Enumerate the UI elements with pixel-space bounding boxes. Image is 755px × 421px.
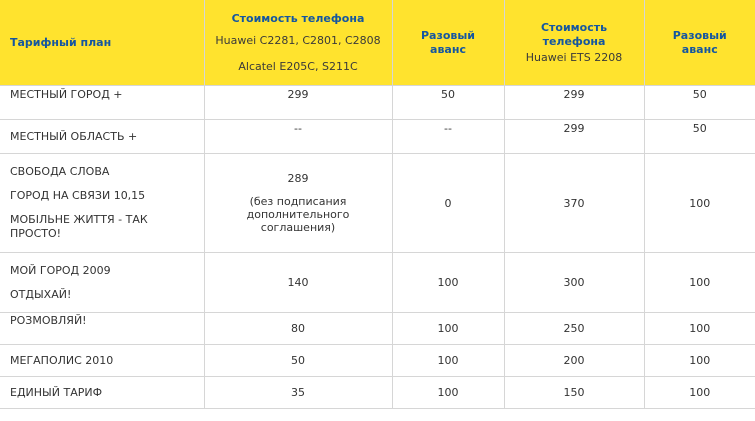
header-models-1b: Alcatel E205C, S211C <box>238 59 358 73</box>
phone-cost-2-cell: 299 <box>504 120 644 154</box>
advance-2-cell: 100 <box>644 377 755 409</box>
header-phone-cost-2-title: Стоимость телефона <box>540 20 608 48</box>
advance-2-cell: 100 <box>644 313 755 345</box>
table-row <box>0 377 755 409</box>
phone-cost-1-cell: 289 (без подписания дополнительного соглашения) <box>204 154 392 253</box>
plan-cell: МОЙ ГОРОД 2009 ОТДЫХАЙ! <box>0 253 204 313</box>
advance-1-cell: 100 <box>392 313 504 345</box>
plan-cell: ЕДИНЫЙ ТАРИФ <box>0 377 204 409</box>
phone-cost-1-cell: 299 <box>204 86 392 120</box>
plan-cell: МЕСТНЫЙ ОБЛАСТЬ + <box>0 120 204 154</box>
header-phone-cost-1-title: Стоимость телефона <box>231 11 365 25</box>
phone-cost-1-cell: 140 <box>204 253 392 313</box>
phone-cost-2-cell: 299 <box>504 86 644 120</box>
phone-cost-2-cell: 300 <box>504 253 644 313</box>
header-phone-cost-2 <box>504 0 644 86</box>
phone-cost-2-cell: 250 <box>504 313 644 345</box>
advance-2-cell: 50 <box>644 120 755 154</box>
plan-cell: СВОБОДА СЛОВА ГОРОД НА СВЯЗИ 10,15 МОБІЛЬНЕ ЖИТТЯ - ТАК ПРОСТО! <box>0 154 204 253</box>
table-row <box>0 154 755 253</box>
phone-cost-2-cell: 370 <box>504 154 644 253</box>
plan-cell: МЕГАПОЛИС 2010 <box>0 345 204 377</box>
header-advance-2: Разовый аванс <box>644 0 755 86</box>
advance-1-cell: 100 <box>392 377 504 409</box>
header-models-1a: Huawei C2281, C2801, C2808 <box>215 33 381 47</box>
header-row <box>0 0 755 86</box>
phone-cost-2-cell: 150 <box>504 377 644 409</box>
table-row <box>0 313 755 345</box>
advance-1-cell: 50 <box>392 86 504 120</box>
table-row <box>0 86 755 120</box>
plan-cell: МЕСТНЫЙ ГОРОД + <box>0 86 204 120</box>
advance-1-cell: 0 <box>392 154 504 253</box>
table-row <box>0 345 755 377</box>
phone-cost-1-cell: 80 <box>204 313 392 345</box>
header-advance-1: Разовый аванс <box>392 0 504 86</box>
phone-cost-1-cell: 50 <box>204 345 392 377</box>
table-row <box>0 253 755 313</box>
advance-1-cell: 100 <box>392 253 504 313</box>
advance-2-cell: 100 <box>644 253 755 313</box>
header-phone-cost-1 <box>204 0 392 86</box>
header-plan: Тарифный план <box>0 0 204 86</box>
table-row <box>0 120 755 154</box>
advance-2-cell: 100 <box>644 345 755 377</box>
advance-2-cell: 50 <box>644 86 755 120</box>
phone-cost-1-cell: 35 <box>204 377 392 409</box>
advance-2-cell: 100 <box>644 154 755 253</box>
advance-1-cell: 100 <box>392 345 504 377</box>
phone-cost-1-cell: -- <box>204 120 392 154</box>
plan-cell: РОЗМОВЛЯЙ! <box>0 313 204 345</box>
header-models-2: Huawei ETS 2208 <box>525 50 623 64</box>
phone-cost-2-cell: 200 <box>504 345 644 377</box>
advance-1-cell: -- <box>392 120 504 154</box>
